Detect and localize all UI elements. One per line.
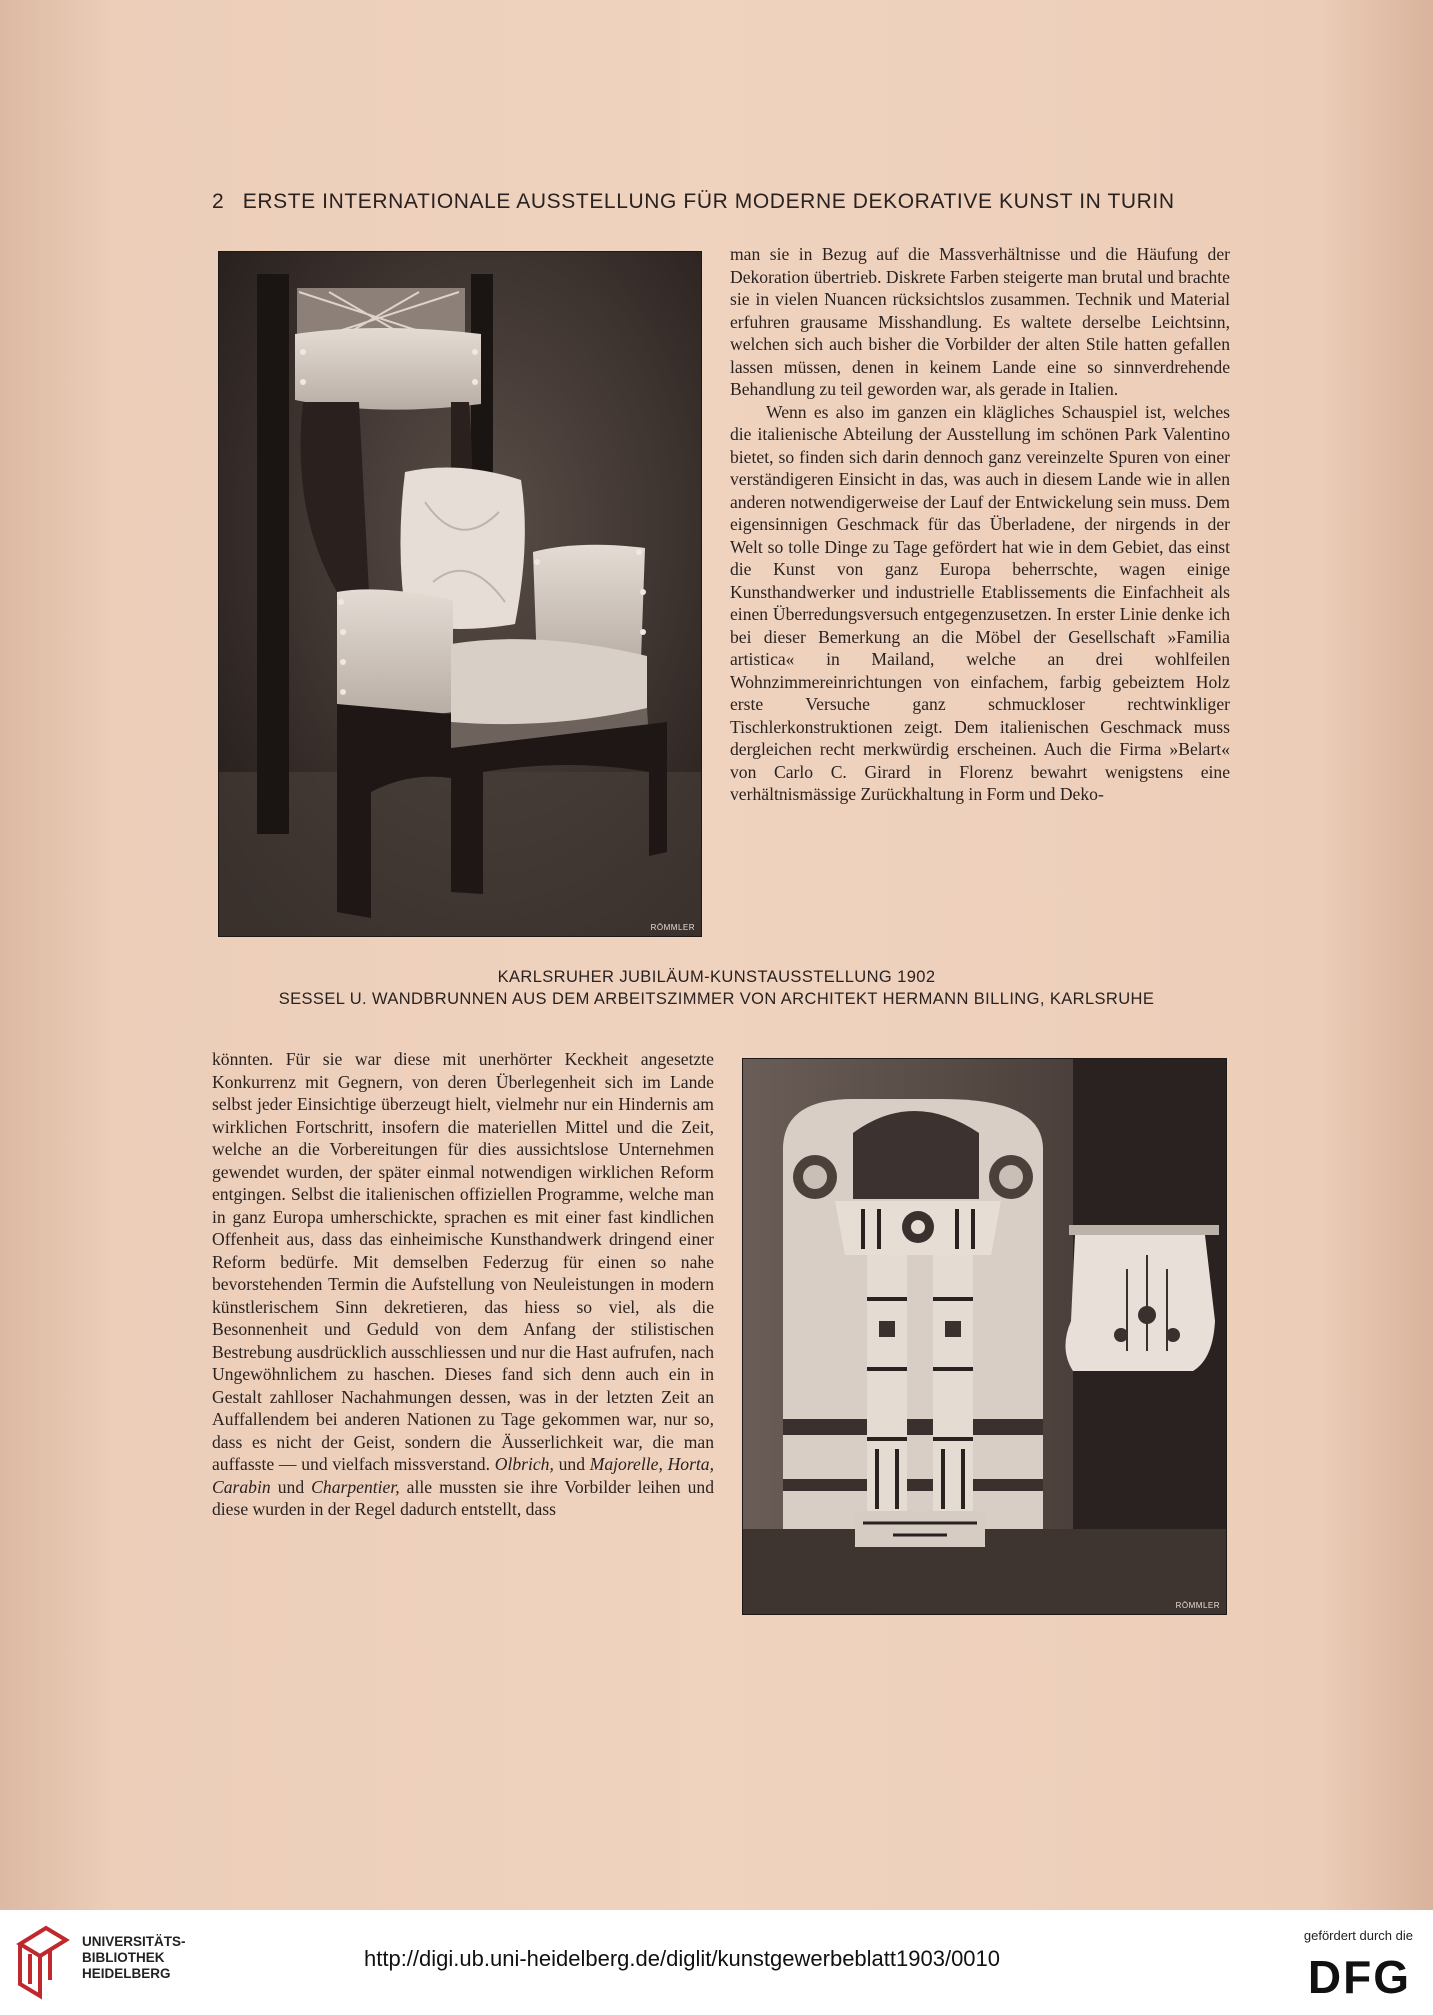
- running-title: ERSTE INTERNATIONALE AUSSTELLUNG FÜR MODERNE DEKORATIVE KUNST IN TURIN: [242, 190, 1175, 213]
- figure-caption: [160, 966, 1273, 1010]
- armchair-illustration: [219, 252, 701, 936]
- running-header: [212, 190, 1212, 214]
- paragraph: man sie in Bezug auf die Massverhältnisse und die Häufung der Dekoration übertrieb. Diskrete Farben steigerte man brutal und brachte sie in vielen Nuancen rücksichtslos zusammen. Technik und Material erfuhren grausame Misshandlung. Es waltete derselbe Leichtsinn, welchen sich auch bisher die Vorbilder der alten Stile hatten gefallen lassen müssen, denen in keinem Lande eine so sinnverdrehende Behandlung zu teil geworden war, als gerade in Italien.: [730, 244, 1230, 399]
- conjunction: und: [553, 1454, 590, 1474]
- text-column-right: [730, 243, 1230, 806]
- caption-line-1: KARLSRUHER JUBILÄUM-KUNSTAUSSTELLUNG 1902: [497, 968, 936, 986]
- paragraph: Wenn es also im ganzen ein klägliches Schauspiel ist, welches die italienische Abteilung der Ausstellung im schönen Park Valentino bietet, so finden sich darin dennoch ganz vereinzelte Spuren von einer verständigeren Einsicht in das, was auch in diesem Lande wie in allen anderen notwendigerweise der Lauf der Entwickelung sein muss. Dem eigensinnigen Geschmack für das Überladene, der nirgends in der Welt so tolle Dinge zu Tage gefördert hat wie in dem Gebiet, das einst die Kunst von ganz Europa beherrschte, wagen einige Kunsthandwerker und industrielle Etablissements die Einfachheit als einen Überredungsversuch entgegenzusetzen. In erster Linie denke ich bei dieser Bemerkung an die Möbel der Gesellschaft »Familia artistica« in Mailand, welche an drei wohlfeilen Wohnzimmereinrichtungen von einfachem, farbig gebeiztem Holz erste Versuche ganz schmuckloser rechtwinkliger Tischlerkonstruktionen zeigt. Dem italienischen Geschmack muss dergleichen recht merkwürdig erscheinen. Auch die Firma »Belart« von Carlo C. Girard in Florenz bewahrt wenigstens eine verhältnismässige Zurückhaltung in Form und Deko-: [730, 401, 1230, 804]
- funding-note: gefördert durch die: [1303, 1928, 1413, 1943]
- paragraph: [212, 1048, 714, 1521]
- paragraph-text: könnten. Für sie war diese mit unerhörter Keckheit angesetzte Konkurrenz mit Gegnern, von deren Überlegenheit sich im Lande selbst jeder Einsichtige überzeugt hielt, vielmehr nur ein Hindernis am wirklichen Fortschritt, insofern die materiellen Mittel und die Zeit, welche an die Vorbereitungen für dies aussichtslose Unternehmen gewendet wurden, der später einmal notwendigen wirklichen Reform entgingen. Selbst die italienischen offiziellen Programme, welche man in ganz Europa umherschickte, sprachen es mit einer fast kindlichen Offenheit aus, dass das einheimische Kunsthandwerk dringend einer Reform bedürfe. Mit demselben Federzug für einen so nahe bevorstehenden Termin die Aufstellung von Neuleistungen in modern künstlerischem Sinn dekretieren, das hiess so viel, als die Besonnenheit und Geduld von dem Anfang der stilistischen Bestrebung ausdrücklich ausschliessen und nur die Hast aufrufen, nach Ungewöhnlichem zu haschen. Dieses fand sich denn auch ein in Gestalt zahlloser Nachahmungen dessen, was in der letzten Zeit an Auffallendem bei anderen Nationen zu Tage gekommen war, nur so, dass es nicht der Geist, sondern die Äusserlichkeit war, die man auffasste — und vielfach missverstand.: [212, 1049, 714, 1474]
- caption-line-2: SESSEL U. WANDBRUNNEN AUS DEM ARBEITSZIMMER VON ARCHITEKT HERMANN BILLING, KARLSRUHE: [278, 990, 1155, 1008]
- text-column-left: [212, 1048, 714, 1521]
- page-number: 2: [212, 190, 225, 213]
- university-library-logo-icon: [16, 1924, 70, 2000]
- photo-credit: RÖMMLER: [650, 923, 695, 932]
- wall-fountain-illustration: [743, 1059, 1226, 1614]
- paragraph-text: alle mussten sie ihre Vorbilder leihen und diese wurden in der Regel dadurch entstellt, dass: [212, 1476, 715, 1519]
- photo-credit: RÖMMLER: [1175, 1601, 1220, 1610]
- conjunction: und: [277, 1476, 312, 1497]
- artist-name: Charpentier,: [311, 1476, 400, 1497]
- wall-fountain-photo: [742, 1058, 1227, 1615]
- library-name: UNIVERSITÄTS- BIBLIOTHEK HEIDELBERG: [82, 1934, 186, 1981]
- source-url-link[interactable]: http://digi.ub.uni-heidelberg.de/diglit/kunstgewerbeblatt1903/0010: [364, 1946, 1001, 1971]
- armchair-photo: [218, 251, 702, 937]
- dfg-logo: DFG: [1307, 1951, 1411, 2003]
- digitization-footer: [0, 1910, 1433, 2015]
- artist-names: Majorelle, Horta, Carabin: [212, 1454, 714, 1497]
- artist-name: Olbrich,: [494, 1454, 554, 1474]
